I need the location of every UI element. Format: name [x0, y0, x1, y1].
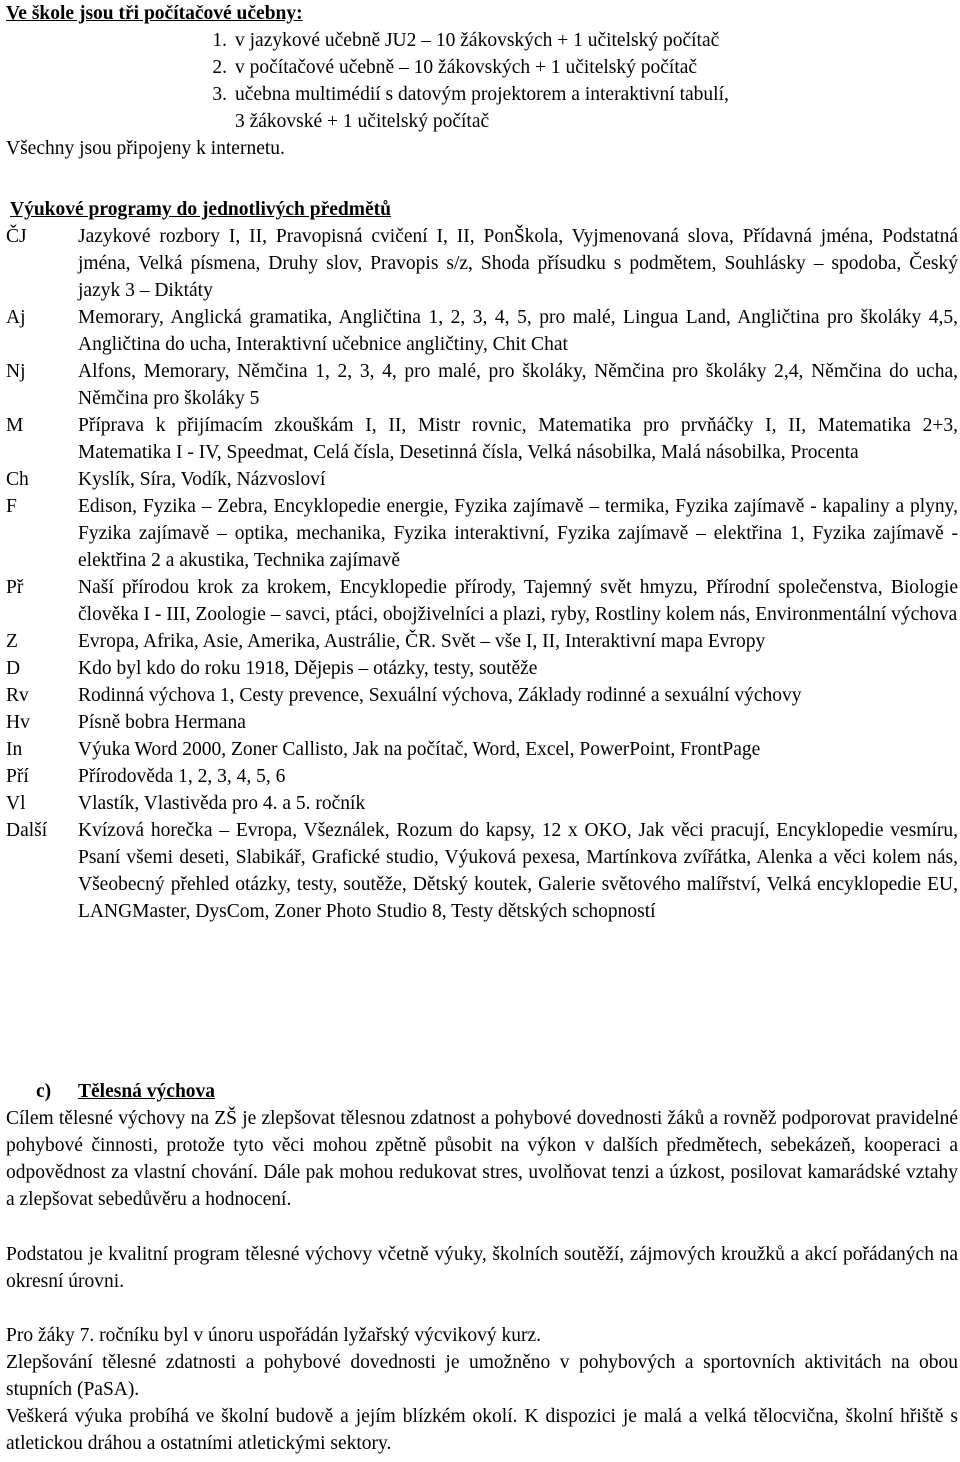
section-label: c) [36, 1081, 52, 1102]
subject-row [6, 304, 958, 358]
pe-paragraph-facilities: Veškerá výuka probíhá ve školní budově a jejím blízkém okolí. K dispozici je malá a velká tělocvična, školní hřiště s atletickou dráhou a ostatními atletickými sektory. [6, 1406, 958, 1454]
subject-row [6, 493, 958, 574]
subject-programs: Memorary, Anglická gramatika, Angličtina 1, 2, 3, 4, 5, pro malé, Lingua Land, Angličtina pro školáky 4,5, Angličtina do ucha, Interaktivní učebnice angličtiny, Chit Chat [78, 307, 958, 355]
subject-programs: Písně bobra Hermana [78, 712, 246, 733]
subject-programs: Přírodověda 1, 2, 3, 4, 5, 6 [78, 766, 286, 787]
subject-abbr: Další [6, 820, 48, 841]
subject-abbr: D [6, 658, 21, 679]
subject-abbr: Ch [6, 469, 29, 490]
subject-row [6, 358, 958, 412]
section-heading [36, 1078, 215, 1105]
pe-paragraph-pasa: Zlepšování tělesné zdatnosti a pohybové dovednosti je umožněno v pohybových a sportovních aktivitách na obou stupních (PaSA). [6, 1352, 958, 1400]
internet-note: Všechny jsou připojeny k internetu. [6, 138, 285, 159]
subject-programs: Rodinná výchova 1, Cesty prevence, Sexuální výchova, Základy rodinné a sexuální výchovy [78, 685, 802, 706]
list-item [191, 81, 891, 108]
section-title: Tělesná výchova [78, 1081, 216, 1102]
list-text: v počítačové učebně – 10 žákovských + 1 učitelský počítač [235, 57, 698, 78]
list-text: učebna multimédií s datovým projektorem a interaktivní tabulí, [235, 84, 729, 105]
subject-programs: Kvízová horečka – Evropa, Všeználek, Rozum do kapsy, 12 x OKO, Jak věci pracují, Encyklopedie vesmíru, Psaní všemi deseti, Slabikář, Grafické studio, Výuková pexesa, Martínkova zvířátka, Alenka a věci kolem nás, Všeobecný přehled otázky, testy, soutěže, Dětský koutek, Galerie světového malířství, Velká encyklopedie EU, LANGMaster, DysCom, Zoner Photo Studio 8, Testy dětských schopností [78, 820, 958, 922]
programs-heading: Výukové programy do jednotlivých předmětů [10, 199, 391, 220]
subject-programs: Kdo byl kdo do roku 1918, Dějepis – otázky, testy, soutěže [78, 658, 538, 679]
subject-programs: Naší přírodou krok za krokem, Encyklopedie přírody, Tajemný svět hmyzu, Přírodní společenstva, Biologie člověka I - III, Zoologie – savci, ptáci, obojživelníci a plazi, ryby, Rostliny kolem nás, Environmentální výchova [78, 577, 958, 625]
subject-row [6, 466, 958, 493]
list-number: 1. [212, 30, 227, 51]
subject-abbr: Pří [6, 766, 29, 787]
subject-abbr: Z [6, 631, 18, 652]
list-number: 2. [212, 57, 227, 78]
subject-row [6, 763, 958, 790]
subject-programs: Vlastík, Vlastivěda pro 4. a 5. ročník [78, 793, 366, 814]
subject-row [6, 574, 958, 628]
subject-programs: Jazykové rozbory I, II, Pravopisná cvičení I, II, PonŠkola, Vyjmenovaná slova, Přídavná jména, Podstatná jména, Velká písmena, Druhy slov, Pravopis s/z, Shoda přísudku s podmětem, Souhlásky – spodoba, Český jazyk 3 – Diktáty [78, 226, 958, 301]
subject-row [6, 817, 958, 925]
subject-abbr: Rv [6, 685, 29, 706]
list-item [191, 27, 891, 54]
list-number: 3. [212, 84, 227, 105]
list-item [191, 54, 891, 81]
list-text: v jazykové učebně JU2 – 10 žákovských + 1 učitelský počítač [235, 30, 720, 51]
subject-row [6, 709, 958, 736]
computers-heading: Ve škole jsou tři počítačové učebny: [6, 3, 303, 24]
pe-paragraph-goals: Cílem tělesné výchovy na ZŠ je zlepšovat tělesnou zdatnost a pohybové dovednosti žáků a rovněž podporovat pravidelné pohybové činnosti, protože tyto věci mohou zpětně působit na výkon v dalších předmětech, sebekázeň, kooperaci a odpovědnost za vlastní chování. Dále pak mohou redukovat stres, uvolňovat tenzi a úzkost, posilovat kamarádské vztahy a zlepšovat sebedůvěru a hodnocení. [6, 1108, 958, 1210]
subject-abbr: F [6, 496, 17, 517]
subject-abbr: M [6, 415, 24, 436]
subject-programs-table [6, 223, 958, 925]
subject-abbr: Vl [6, 793, 26, 814]
subject-abbr: Př [6, 577, 24, 598]
subject-abbr: Hv [6, 712, 30, 733]
subject-row [6, 655, 958, 682]
subject-abbr: ČJ [6, 226, 27, 247]
subject-programs: Evropa, Afrika, Asie, Amerika, Austrálie, ČR. Svět – vše I, II, Interaktivní mapa Evropy [78, 631, 766, 652]
subject-programs: Kyslík, Síra, Vodík, Názvosloví [78, 469, 326, 490]
computer-labs-list [191, 27, 891, 135]
subject-programs: Edison, Fyzika – Zebra, Encyklopedie energie, Fyzika zajímavě – termika, Fyzika zajímavě - kapaliny a plyny, Fyzika zajímavě – optika, mechanika, Fyzika interaktivní, Fyzika zajímavě – elektřina 1, Fyzika zajímavě - elektřina 2 a akustika, Technika zajímavě [78, 496, 958, 571]
subject-programs: Alfons, Memorary, Němčina 1, 2, 3, 4, pro malé, pro školáky, Němčina pro školáky 2,4, Němčina do ucha, Němčina pro školáky 5 [78, 361, 958, 409]
subject-abbr: Nj [6, 361, 26, 382]
subject-row [6, 412, 958, 466]
subject-programs: Příprava k přijímacím zkouškám I, II, Mistr rovnic, Matematika pro prvňáčky I, II, Matematika 2+3, Matematika I - IV, Speedmat, Celá čísla, Desetinná čísla, Velká násobilka, Malá násobilka, Procenta [78, 415, 958, 463]
pe-paragraph-program: Podstatou je kvalitní program tělesné výchovy včetně výuky, školních soutěží, zájmových kroužků a akcí pořádaných na okresní úrovni. [6, 1244, 958, 1292]
subject-row [6, 628, 958, 655]
subject-row [6, 736, 958, 763]
document-page [6, 0, 958, 1454]
subject-row [6, 223, 958, 304]
subject-abbr: Aj [6, 307, 26, 328]
subject-programs: Výuka Word 2000, Zoner Callisto, Jak na počítač, Word, Excel, PowerPoint, FrontPage [78, 739, 761, 760]
subject-row [6, 790, 958, 817]
subject-abbr: In [6, 739, 23, 760]
pe-paragraph-ski-course: Pro žáky 7. ročníku byl v únoru uspořádán lyžařský výcvikový kurz. [6, 1325, 542, 1346]
subject-row [6, 682, 958, 709]
list-item-continuation: 3 žákovské + 1 učitelský počítač [235, 111, 490, 132]
